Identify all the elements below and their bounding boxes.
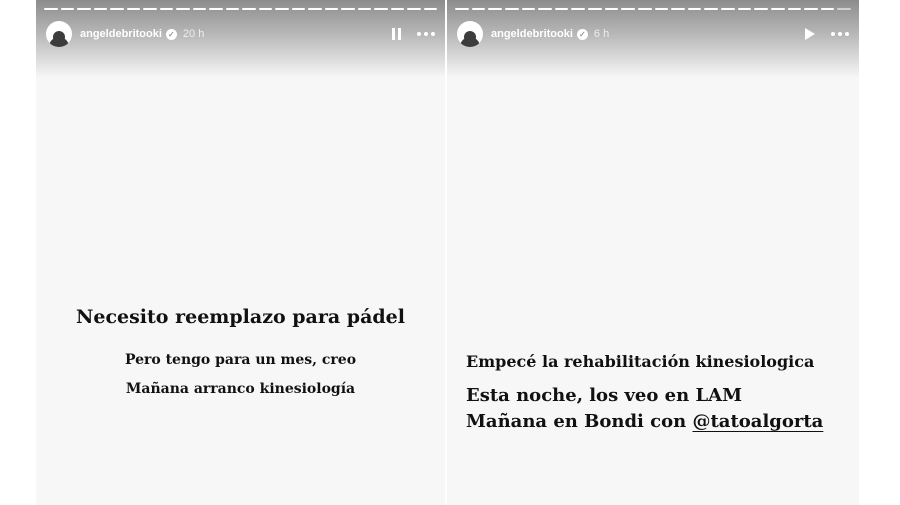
progress-segment	[605, 8, 619, 10]
progress-segment	[638, 8, 652, 10]
progress-segment	[522, 8, 536, 10]
story-controls	[392, 28, 435, 40]
progress-segment	[538, 8, 552, 10]
progress-segment	[193, 8, 207, 10]
username[interactable]: angeldebritooki	[491, 28, 573, 40]
progress-segment	[143, 8, 157, 10]
progress-segment	[754, 8, 768, 10]
progress-segment	[455, 8, 469, 10]
progress-segment	[655, 8, 669, 10]
avatar[interactable]	[46, 21, 72, 47]
progress-segment	[771, 8, 785, 10]
progress-segment	[621, 8, 635, 10]
story-text-line: Esta noche, los veo en LAM	[466, 385, 743, 406]
story-text-line	[466, 411, 823, 432]
progress-segment	[374, 8, 388, 10]
avatar[interactable]	[457, 21, 483, 47]
play-icon[interactable]	[805, 28, 815, 40]
more-icon[interactable]	[831, 32, 849, 36]
username[interactable]: angeldebritooki	[80, 28, 162, 40]
progress-segment	[358, 8, 372, 10]
progress-segment	[671, 8, 685, 10]
progress-segment	[127, 8, 141, 10]
progress-segment	[308, 8, 322, 10]
progress-segment	[226, 8, 240, 10]
progress-segment	[571, 8, 585, 10]
story-text-line: Mañana arranco kinesiología	[125, 381, 356, 397]
progress-segment	[391, 8, 405, 10]
progress-segment	[721, 8, 735, 10]
progress-segment	[704, 8, 718, 10]
progress-segment	[176, 8, 190, 10]
more-icon[interactable]	[417, 32, 435, 36]
story-header	[36, 0, 445, 78]
progress-segment	[505, 8, 519, 10]
story-header	[447, 0, 859, 78]
progress-segment	[555, 8, 569, 10]
progress-segment	[588, 8, 602, 10]
story-text-line: Empecé la rehabilitación kinesiologica	[466, 352, 815, 371]
progress-segment	[788, 8, 802, 10]
progress-segment	[209, 8, 223, 10]
story-panel-left[interactable]	[36, 0, 445, 505]
progress-segment	[275, 8, 289, 10]
progress-segment	[804, 8, 818, 10]
pause-icon[interactable]	[392, 28, 401, 40]
story-progress-bar	[455, 8, 851, 10]
story-panel-right[interactable]	[447, 0, 859, 505]
progress-segment	[325, 8, 339, 10]
progress-segment	[61, 8, 75, 10]
progress-segment	[242, 8, 256, 10]
progress-segment	[341, 8, 355, 10]
story-user-row	[457, 21, 849, 47]
progress-segment	[94, 8, 108, 10]
progress-segment	[688, 8, 702, 10]
progress-segment	[292, 8, 306, 10]
story-progress-bar	[44, 8, 437, 10]
progress-segment	[424, 8, 438, 10]
story-controls	[805, 28, 849, 40]
story-text-prefix: Mañana en Bondi con	[466, 411, 693, 432]
story-text-headline: Necesito reemplazo para pádel	[76, 306, 405, 328]
verified-badge-icon: ✓	[166, 29, 177, 40]
story-user-row	[46, 21, 435, 47]
progress-segment	[472, 8, 486, 10]
progress-segment	[110, 8, 124, 10]
progress-segment	[77, 8, 91, 10]
verified-badge-icon: ✓	[577, 29, 588, 40]
story-text-line: Pero tengo para un mes, creo	[124, 352, 357, 368]
progress-segment	[407, 8, 421, 10]
progress-segment	[837, 8, 851, 10]
progress-segment	[488, 8, 502, 10]
progress-segment	[44, 8, 58, 10]
post-time: 20 h	[182, 28, 205, 40]
progress-segment	[259, 8, 273, 10]
progress-segment	[821, 8, 835, 10]
progress-segment	[738, 8, 752, 10]
mention-link[interactable]: @tatoalgorta	[692, 411, 824, 432]
post-time: 6 h	[593, 28, 610, 40]
progress-segment	[160, 8, 174, 10]
